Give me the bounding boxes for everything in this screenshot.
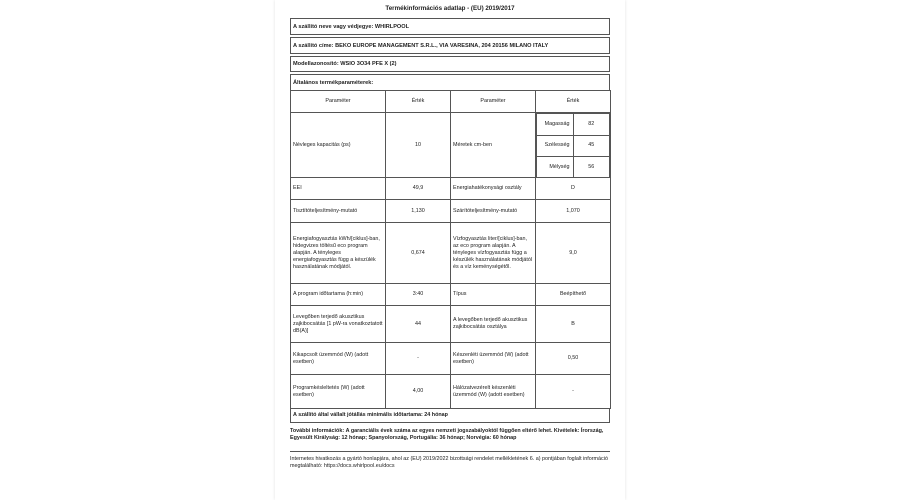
capacity-label: Névleges kapacitás (ps) — [291, 113, 386, 178]
noise-class-value: B — [536, 306, 611, 343]
depth-value: 56 — [573, 157, 610, 177]
energy-consumption-label: Energiafogyasztás kWh/[ciklus]-ban, hidegvizes töltésű eco program alapján. A tényleges energiafogyasztás függ a készülék használatának módjától. — [291, 223, 386, 284]
table-header-row — [291, 91, 611, 113]
noise-label: Levegőben terjedő akusztikus zajkibocsátás [1 pW-ra vonatkoztatott dB(A)] — [291, 306, 386, 343]
height-value: 82 — [573, 114, 610, 136]
divider — [290, 451, 610, 452]
cleaning-value: 1,130 — [386, 200, 451, 223]
header-value: Érték — [386, 91, 451, 113]
table-row — [291, 200, 611, 223]
delay-start-value: 4,00 — [386, 375, 451, 409]
table-row — [291, 284, 611, 306]
header-param: Paraméter — [291, 91, 386, 113]
networked-standby-value: - — [536, 375, 611, 409]
parameters-table — [290, 90, 611, 409]
width-value: 45 — [573, 135, 610, 157]
water-consumption-label: Vízfogyasztás liter/[ciklus]-ban, az eco program alapján. A tényleges vízfogyasztás függ a készülék használatának módjától és a víz keménységétől. — [451, 223, 536, 284]
product-info-sheet — [275, 0, 625, 500]
table-row — [291, 113, 611, 178]
type-label: Típus — [451, 284, 536, 306]
off-mode-label: Kikapcsolt üzemmód (W) (adott esetben) — [291, 343, 386, 375]
eei-value: 49,9 — [386, 178, 451, 200]
height-label: Magasság — [537, 114, 574, 136]
energy-class-value: D — [536, 178, 611, 200]
drying-value: 1,070 — [536, 200, 611, 223]
header-value-2: Érték — [536, 91, 611, 113]
header-param-2: Paraméter — [451, 91, 536, 113]
duration-value: 3:40 — [386, 284, 451, 306]
noise-value: 44 — [386, 306, 451, 343]
general-params-heading: Általános termékparaméterek: — [290, 74, 610, 91]
table-row — [291, 375, 611, 409]
additional-info — [290, 428, 610, 443]
off-mode-value: - — [386, 343, 451, 375]
duration-label: A program időtartama (h:min) — [291, 284, 386, 306]
networked-standby-label: Hálózatvezérelt készenléti üzemmód (W) (adott esetben) — [451, 375, 536, 409]
depth-label: Mélység — [537, 157, 574, 177]
dimensions-cell — [536, 113, 611, 178]
energy-consumption-value: 0,674 — [386, 223, 451, 284]
water-consumption-value: 9,0 — [536, 223, 611, 284]
additional-info-label: További információk: — [290, 428, 345, 434]
warranty-row: A szállító által vállalt jótállás minimális időtartama: 24 hónap — [290, 408, 610, 423]
table-row — [291, 343, 611, 375]
supplier-address: A szállító címe: BEKO EUROPE MANAGEMENT S.R.L., VIA VARESINA, 204 20156 MILANO ITALY — [290, 37, 610, 54]
dimensions-label: Méretek cm-ben — [451, 113, 536, 178]
additional-info-text: A garanciális évek száma az egyes nemzeti jogszabályoktól függően eltérő lehet. Kivételek: Írország, Egyesült Királyság: 12 hónap; Spanyolország, Portugália: 36 hónap; Norvégia: 60 hónap — [290, 428, 604, 442]
cleaning-label: Tisztítóteljesítmény-mutató — [291, 200, 386, 223]
dimensions-subtable — [536, 113, 610, 177]
table-row — [291, 306, 611, 343]
eei-label: EEI — [291, 178, 386, 200]
type-value: Beépíthető — [536, 284, 611, 306]
internet-link-text: Internetes hivatkozás a gyártó honlapjára, ahol az (EU) 2019/2022 bizottsági rendelet mellékletének 6. a) pontjában foglalt információ megtalálható: https://docs.whirlpool.eu/docs — [290, 456, 608, 470]
capacity-value: 10 — [386, 113, 451, 178]
noise-class-label: A levegőben terjedő akusztikus zajkibocsátás osztálya — [451, 306, 536, 343]
table-row — [291, 178, 611, 200]
width-label: Szélesség — [537, 135, 574, 157]
sheet-title: Termékinformációs adatlap - (EU) 2019/2017 — [385, 5, 515, 12]
supplier-name: A szállító neve vagy védjegye: WHIRLPOOL — [290, 18, 610, 35]
model-identifier: Modellazonosító: WSIO 3O34 PFE X (2) — [290, 56, 610, 72]
drying-label: Szárítóteljesítmény-mutató — [451, 200, 536, 223]
table-row — [291, 223, 611, 284]
standby-value: 0,50 — [536, 343, 611, 375]
standby-label: Készenléti üzemmód (W) (adott esetben) — [451, 343, 536, 375]
energy-class-label: Energiahatékonysági osztály — [451, 178, 536, 200]
delay-start-label: Programkésleltetés (W) (adott esetben) — [291, 375, 386, 409]
